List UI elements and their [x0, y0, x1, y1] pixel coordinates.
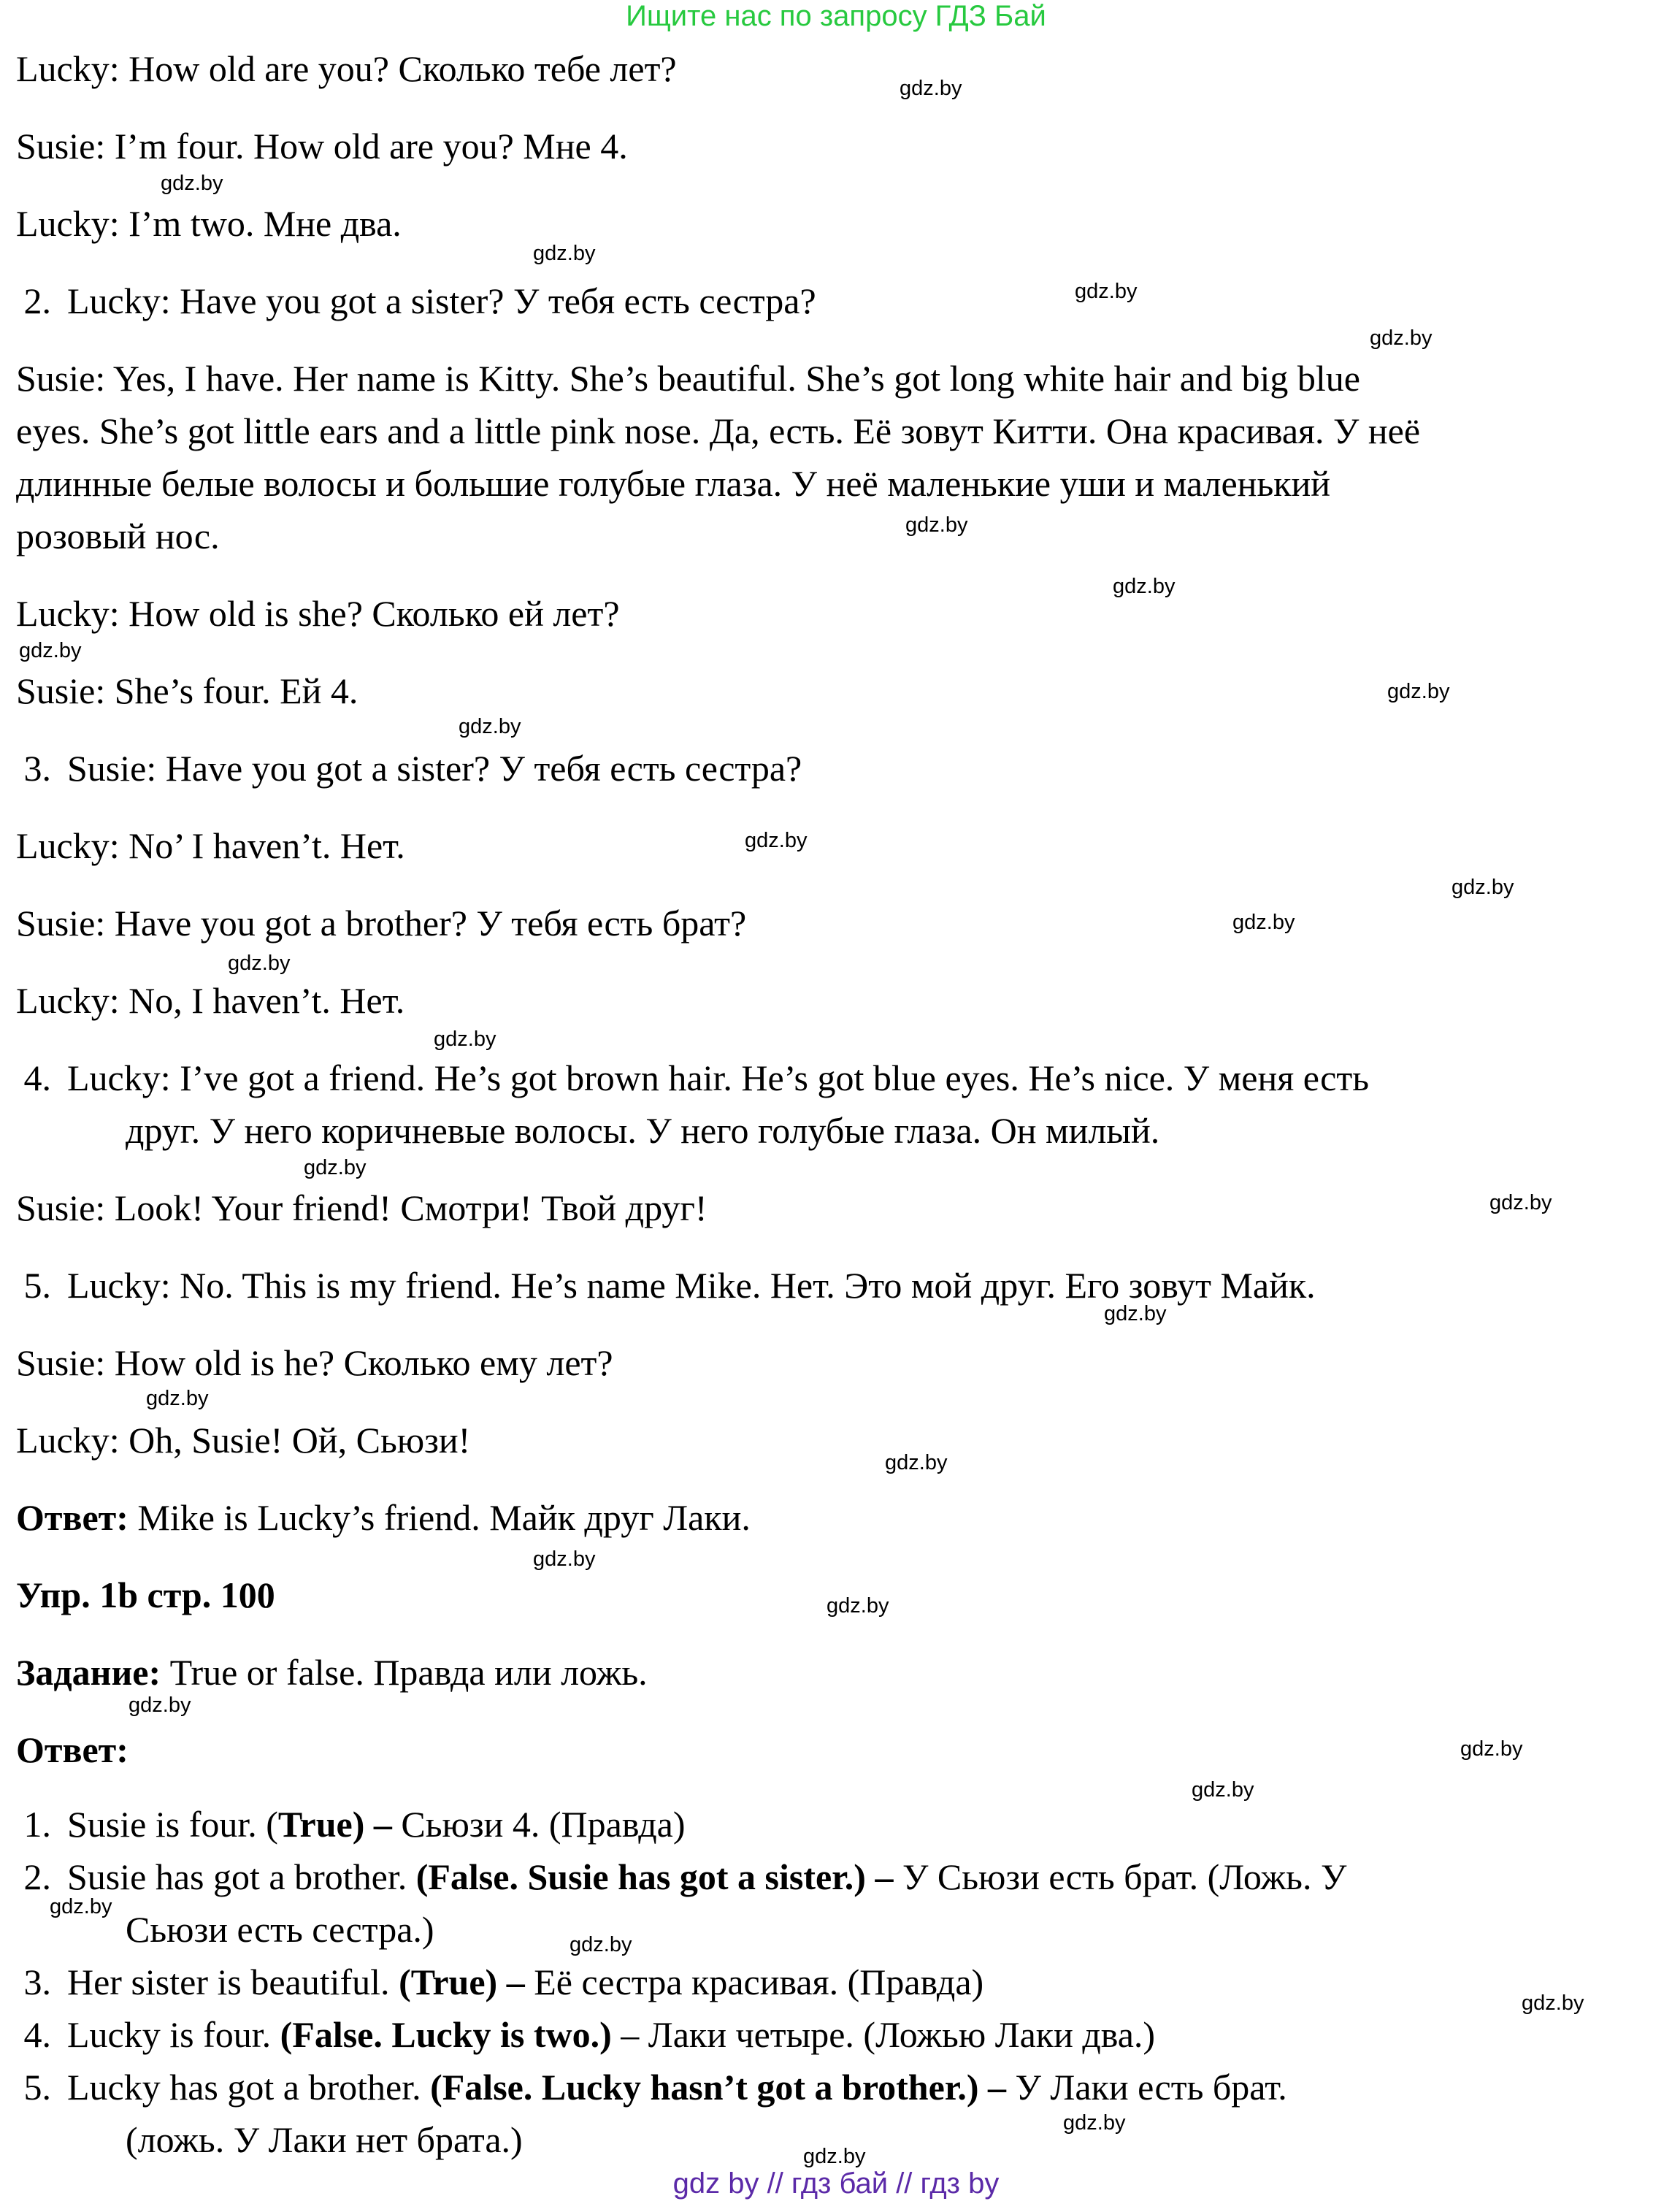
watermark: gdz.by [1232, 911, 1295, 934]
watermark: gdz.by [1104, 1302, 1167, 1325]
dialogue-line: Susie: How old is he? Сколько ему лет? [16, 1342, 613, 1383]
dialogue-line: Lucky: No’ I haven’t. Нет. [16, 825, 405, 866]
watermark: gdz.by [161, 172, 223, 195]
watermark: gdz.by [885, 1451, 948, 1474]
dialogue-line: Lucky: Oh, Susie! Ой, Сьюзи! [16, 1420, 471, 1461]
answer-heading: Ответ: [16, 1729, 129, 1770]
watermark: gdz.by [1489, 1191, 1552, 1214]
dialogue-line-2: Susie: I’m four. How old are you? Мне 4. [16, 126, 628, 167]
watermark: gdz.by [533, 1547, 596, 1571]
paragraph-line: Susie: Yes, I have. Her name is Kitty. She’s beautiful. She’s got long white hair and big blue [16, 358, 1360, 399]
watermark: gdz.by [1113, 575, 1176, 598]
dialogue-line-3: Lucky: I’m two. Мне два. [16, 203, 402, 244]
dialogue-line: Susie: She’s four. Ей 4. [16, 670, 358, 711]
watermark: gdz.by [228, 952, 291, 975]
tf-item-4: 4. Lucky is four. (False. Lucky is two.) – Лаки четыре. (Ложью Лаки два.) [23, 2014, 1156, 2055]
paragraph-line: длинные белые волосы и большие голубые глаза. У неё маленькие уши и маленький [16, 463, 1331, 504]
list-item-5: 5. Lucky: No. This is my friend. He’s name Mike. Нет. Это мой друг. Его зовут Майк. [23, 1265, 1316, 1306]
watermark: gdz.by [146, 1387, 209, 1410]
watermark: gdz.by [1370, 326, 1433, 350]
watermark: gdz.by [50, 1895, 112, 1918]
watermark: gdz.by [304, 1156, 367, 1179]
answer-line: Ответ: Mike is Lucky’s friend. Майк друг Лаки. [16, 1497, 751, 1538]
watermark: gdz.by [129, 1694, 191, 1717]
watermark: gdz.by [459, 715, 521, 738]
list-item-2: 2. Lucky: Have you got a sister? У тебя есть сестра? [23, 280, 816, 321]
watermark: gdz.by [1522, 1991, 1584, 2015]
dialogue-line: Lucky: No, I haven’t. Нет. [16, 980, 405, 1021]
task-line: Задание: True or false. Правда или ложь. [16, 1652, 648, 1693]
watermark: gdz.by [19, 639, 82, 662]
watermark: gdz.by [1460, 1737, 1523, 1761]
tf-item-3: 3. Her sister is beautiful. (True) – Её сестра красивая. (Правда) [23, 1962, 984, 2002]
watermark: gdz.by [533, 242, 596, 265]
paragraph-line: розовый нос. [16, 516, 220, 556]
watermark: gdz.by [803, 2145, 866, 2168]
watermark: gdz.by [827, 1594, 889, 1618]
watermark: gdz.by [900, 77, 962, 100]
exercise-title: Упр. 1b стр. 100 [16, 1574, 275, 1615]
watermark: gdz.by [1192, 1778, 1254, 1802]
list-item-4-cont: друг. У него коричневые волосы. У него голубые глаза. Он милый. [126, 1110, 1160, 1151]
dialogue-line: Lucky: How old is she? Сколько ей лет? [16, 593, 620, 634]
top-banner: Ищите нас по запросу ГДЗ Бай [626, 0, 1046, 32]
list-item-3: 3. Susie: Have you got a sister? У тебя есть сестра? [23, 748, 802, 789]
dialogue-line: Susie: Look! Your friend! Смотри! Твой друг! [16, 1187, 707, 1228]
tf-item-2-cont: Сьюзи есть сестра.) [126, 1909, 434, 1950]
watermark: gdz.by [1063, 2111, 1126, 2135]
tf-item-5: 5. Lucky has got a brother. (False. Lucky hasn’t got a brother.) – У Лаки есть брат. [23, 2067, 1287, 2108]
watermark: gdz.by [745, 829, 808, 852]
watermark: gdz.by [434, 1027, 496, 1051]
tf-item-5-cont: (ложь. У Лаки нет брата.) [126, 2119, 523, 2160]
footer-links[interactable]: gdz by // гдз бай // гдз by [672, 2167, 1000, 2200]
tf-item-2: 2. Susie has got a brother. (False. Susie has got a sister.) – У Сьюзи есть брат. (Ложь. У [23, 1856, 1347, 1897]
watermark: gdz.by [1387, 680, 1450, 703]
watermark: gdz.by [1452, 876, 1514, 899]
watermark: gdz.by [1075, 280, 1138, 303]
dialogue-line: Susie: Have you got a brother? У тебя есть брат? [16, 903, 747, 944]
list-item-4: 4. Lucky: I’ve got a friend. He’s got brown hair. He’s got blue eyes. He’s nice. У меня есть [23, 1057, 1370, 1098]
watermark: gdz.by [905, 513, 968, 537]
paragraph-line: eyes. She’s got little ears and a little pink nose. Да, есть. Её зовут Китти. Она красивая. У неё [16, 410, 1421, 451]
watermark: gdz.by [570, 1933, 632, 1956]
dialogue-line-1: Lucky: How old are you? Сколько тебе лет? [16, 48, 677, 89]
tf-item-1: 1. Susie is four. (True) – Сьюзи 4. (Правда) [23, 1804, 686, 1845]
